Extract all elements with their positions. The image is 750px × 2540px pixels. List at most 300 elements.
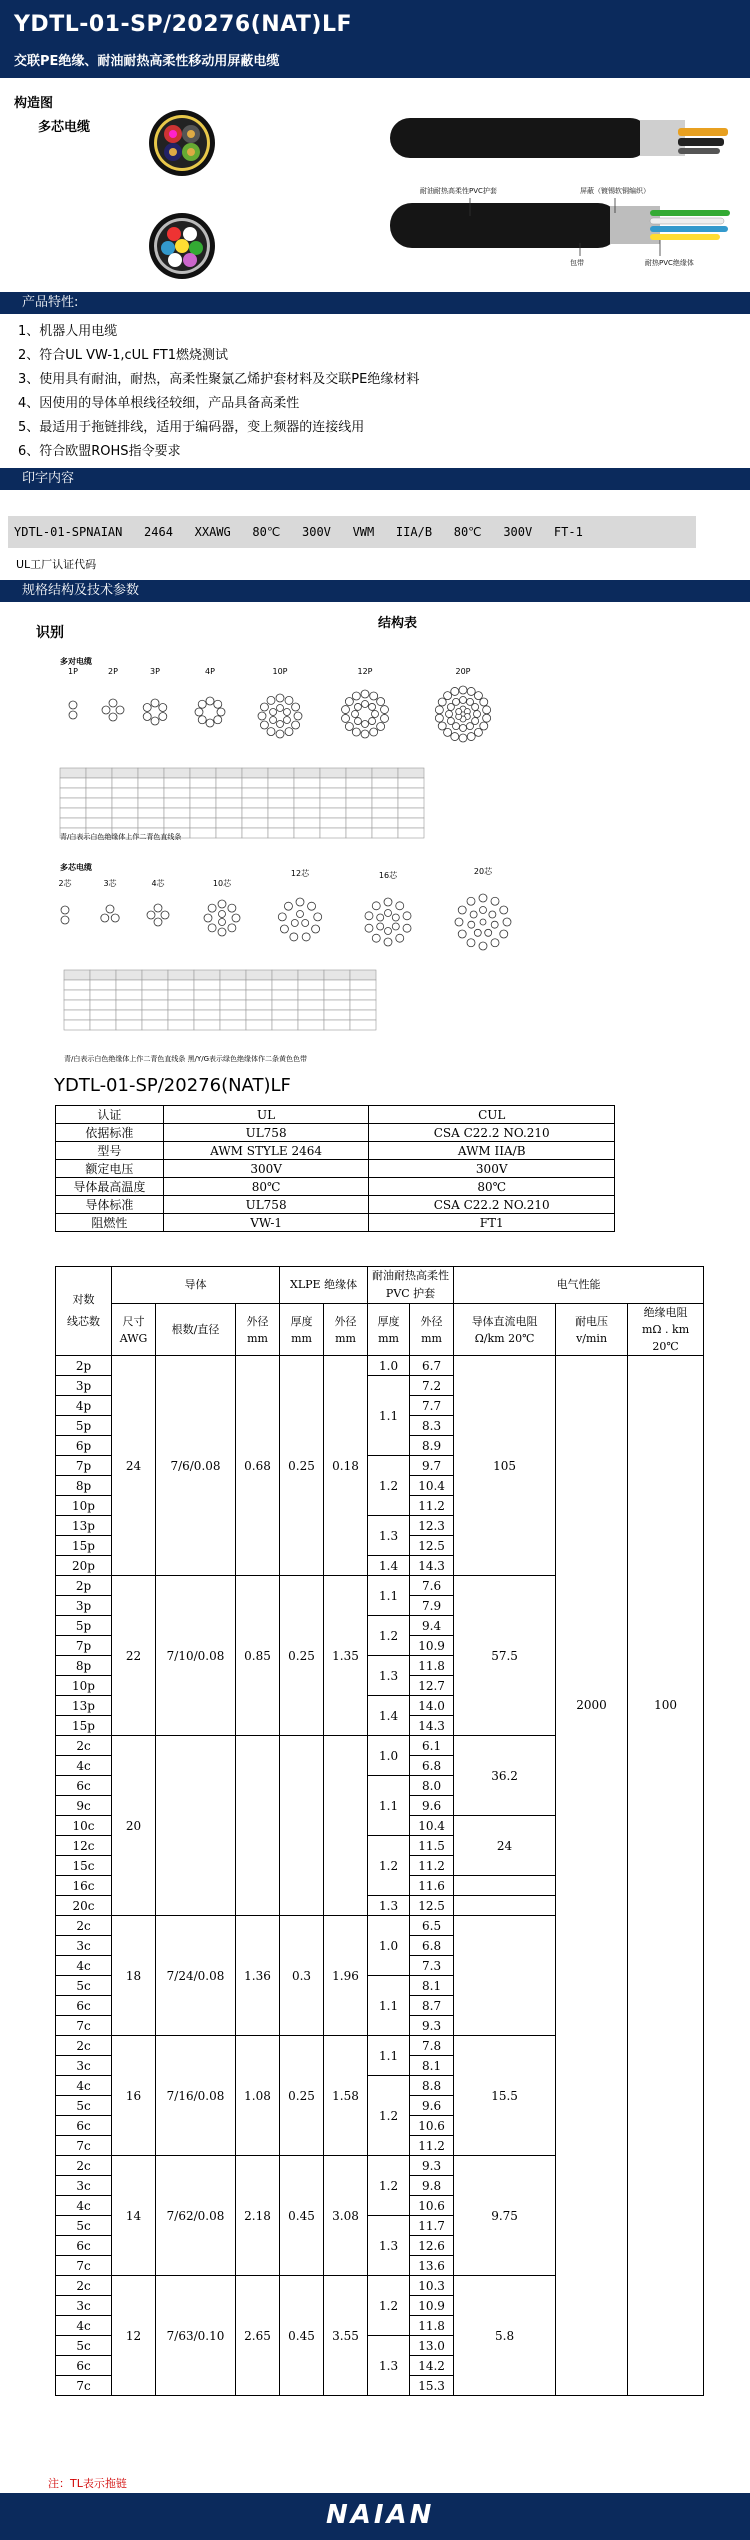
pair-wire bbox=[206, 697, 214, 705]
row-label: 5p bbox=[56, 1616, 112, 1636]
core-color-grid-cell bbox=[246, 1000, 272, 1010]
core-wire bbox=[208, 904, 216, 912]
pair-color-grid-cell bbox=[320, 798, 346, 808]
strand-cell bbox=[156, 1736, 236, 1916]
pair-wire bbox=[467, 687, 475, 695]
dcr-cell: 15.5 bbox=[454, 2036, 556, 2156]
pair-color-grid-cell bbox=[398, 778, 424, 788]
spec-cell: CUL bbox=[369, 1106, 615, 1124]
row-label: 7c bbox=[56, 2016, 112, 2036]
core-wire bbox=[101, 914, 109, 922]
pair-wire bbox=[370, 692, 378, 700]
hdr-ins-od: 外径 mm bbox=[324, 1304, 368, 1356]
jacket-od-cell: 12.5 bbox=[410, 1896, 454, 1916]
pair-color-grid-cell bbox=[112, 778, 138, 788]
core-color-grid-cell bbox=[220, 980, 246, 990]
core-wire bbox=[396, 934, 404, 942]
dcr-cell: 57.5 bbox=[454, 1576, 556, 1736]
ul-label: UL工厂认证代码 bbox=[16, 558, 97, 571]
row-label: 7p bbox=[56, 1636, 112, 1656]
row-label: 2p bbox=[56, 1356, 112, 1376]
awg-cell: 24 bbox=[112, 1356, 156, 1576]
pair-color-grid-cell bbox=[346, 768, 372, 778]
core-color-grid-cell bbox=[272, 980, 298, 990]
row-label: 4p bbox=[56, 1396, 112, 1416]
jacket-od-cell: 7.3 bbox=[410, 1956, 454, 1976]
core-color-grid-cell bbox=[90, 970, 116, 980]
core-wire bbox=[385, 910, 392, 917]
spec-row bbox=[56, 1124, 615, 1142]
spec-cell: AWM STYLE 2464 bbox=[163, 1142, 369, 1160]
model-heading: YDTL-01-SP/20276(NAT)LF bbox=[54, 1075, 291, 1096]
core-color-grid-cell bbox=[246, 990, 272, 1000]
core-wire bbox=[480, 907, 487, 914]
pair-color-grid-cell bbox=[86, 778, 112, 788]
pair-color-grid-cell bbox=[268, 798, 294, 808]
pair-wire bbox=[260, 721, 268, 729]
pair-wire bbox=[380, 706, 388, 714]
core-color-grid-cell bbox=[220, 1000, 246, 1010]
core-color-grid-cell bbox=[246, 970, 272, 980]
spec-row bbox=[56, 1178, 615, 1196]
row-label: 4c bbox=[56, 2076, 112, 2096]
core-color-grid-cell bbox=[116, 990, 142, 1000]
pair-wire bbox=[277, 705, 284, 712]
core-color-grid-cell bbox=[220, 990, 246, 1000]
ins-thick-cell: 0.25 bbox=[280, 1576, 324, 1736]
jacket-od-cell: 13.0 bbox=[410, 2336, 454, 2356]
core-group-label: 3芯 bbox=[103, 879, 117, 888]
pair-wire bbox=[459, 734, 467, 742]
awg-cell: 18 bbox=[112, 1916, 156, 2036]
row-label: 6c bbox=[56, 1776, 112, 1796]
spec-cell: FT1 bbox=[369, 1214, 615, 1232]
core-color-grid-cell bbox=[64, 990, 90, 1000]
row-label: 5c bbox=[56, 2096, 112, 2116]
ins-thick-cell: 0.45 bbox=[280, 2156, 324, 2276]
core-color-grid-cell bbox=[142, 980, 168, 990]
core-color-grid-cell bbox=[272, 990, 298, 1000]
core-wire bbox=[489, 911, 496, 918]
spec-cell: CSA C22.2 NO.210 bbox=[369, 1196, 615, 1214]
core-wire bbox=[458, 930, 466, 938]
pair-color-grid-cell bbox=[320, 788, 346, 798]
core-wire bbox=[106, 905, 114, 913]
pair-color-grid-cell bbox=[164, 768, 190, 778]
spec-row bbox=[56, 1106, 615, 1124]
pair-color-grid-cell bbox=[86, 808, 112, 818]
pair-color-grid-cell bbox=[86, 798, 112, 808]
pair-color-grid-cell bbox=[60, 768, 86, 778]
pair-color-grid-cell bbox=[164, 798, 190, 808]
pair-wire bbox=[292, 721, 300, 729]
pair-color-grid-cell bbox=[242, 828, 268, 838]
jacket-od-cell: 9.4 bbox=[410, 1616, 454, 1636]
row-label: 13p bbox=[56, 1696, 112, 1716]
pair-color-grid-cell bbox=[294, 808, 320, 818]
pair-color-grid-cell bbox=[112, 768, 138, 778]
ins-thick-cell: 0.45 bbox=[280, 2276, 324, 2396]
pair-wire bbox=[472, 704, 479, 711]
spec-cell: 依据标准 bbox=[56, 1124, 164, 1142]
core-wire bbox=[308, 902, 316, 910]
pair-group-label: 10P bbox=[272, 667, 288, 676]
core-color-grid-cell bbox=[220, 970, 246, 980]
pair-color-grid-cell bbox=[138, 768, 164, 778]
pair-color-grid-cell bbox=[346, 818, 372, 828]
feature-item: 3、使用具有耐油，耐热，高柔性聚氯乙烯护套材料及交联PE绝缘材料 bbox=[18, 372, 420, 387]
pair-wire bbox=[195, 708, 203, 716]
core-wire bbox=[280, 925, 288, 933]
jacket-od-cell: 12.7 bbox=[410, 1676, 454, 1696]
core-color-grid-cell bbox=[298, 1020, 324, 1030]
jacket-thick-cell: 1.2 bbox=[368, 1616, 410, 1656]
pair-group-label: 4P bbox=[205, 667, 215, 676]
hdr-strand: 根数/直径 bbox=[156, 1304, 236, 1356]
pair-wire bbox=[143, 713, 151, 721]
pair-color-grid-cell bbox=[86, 818, 112, 828]
core-color-grid-cell bbox=[324, 1000, 350, 1010]
jacket-od-cell: 11.2 bbox=[410, 1856, 454, 1876]
annot-tape: 包带 bbox=[570, 259, 584, 267]
pair-color-grid-cell bbox=[268, 788, 294, 798]
pair-wire bbox=[352, 711, 359, 718]
core-color-grid-cell bbox=[246, 980, 272, 990]
core-wire bbox=[365, 912, 373, 920]
jacket-od-cell: 9.8 bbox=[410, 2176, 454, 2196]
core-wire bbox=[161, 911, 169, 919]
jacket-thick-cell: 1.1 bbox=[368, 1576, 410, 1616]
row-label: 3c bbox=[56, 2176, 112, 2196]
ins-od-cell: 0.18 bbox=[324, 1356, 368, 1576]
core-wire bbox=[302, 933, 310, 941]
pair-wire bbox=[276, 730, 284, 738]
core-wire bbox=[61, 916, 69, 924]
core-color-grid-cell bbox=[90, 1010, 116, 1020]
pair-color-grid-cell bbox=[372, 768, 398, 778]
core-wire bbox=[291, 920, 298, 927]
row-label: 9c bbox=[56, 1796, 112, 1816]
footnote: 注：TL表示拖链 bbox=[48, 2477, 127, 2490]
hdr-dcr: 导体直流电阻 Ω/km 20℃ bbox=[454, 1304, 556, 1356]
pair-color-grid-cell bbox=[164, 778, 190, 788]
pair-color-grid-cell bbox=[164, 788, 190, 798]
cable-side-view-2 bbox=[390, 203, 730, 248]
spec-cell: UL758 bbox=[163, 1124, 369, 1142]
ins-thick-cell: 0.25 bbox=[280, 1356, 324, 1576]
core-color-grid-cell bbox=[90, 1020, 116, 1030]
jacket-thick-cell: 1.3 bbox=[368, 1516, 410, 1556]
spec-cell: 额定电压 bbox=[56, 1160, 164, 1178]
pair-color-grid-cell bbox=[138, 788, 164, 798]
pair-wire bbox=[362, 701, 369, 708]
core-wire bbox=[278, 913, 286, 921]
core-color-grid-cell bbox=[272, 1000, 298, 1010]
ins-thick-cell: 0.25 bbox=[280, 2036, 324, 2156]
core-wire bbox=[372, 934, 380, 942]
header-row bbox=[56, 1304, 704, 1356]
pair-color-grid-cell bbox=[216, 818, 242, 828]
core-wire bbox=[392, 923, 399, 930]
core-group-label: 16芯 bbox=[378, 871, 398, 880]
core-wire bbox=[500, 930, 508, 938]
dcr-cell: 36.2 bbox=[454, 1736, 556, 1816]
print-bar: 印字内容 bbox=[0, 468, 750, 490]
row-label: 2c bbox=[56, 2156, 112, 2176]
awg-cell: 16 bbox=[112, 2036, 156, 2156]
ins-od-cell: 3.08 bbox=[324, 2156, 368, 2276]
core-color-grid-cell bbox=[64, 1000, 90, 1010]
pair-color-grid-cell bbox=[138, 808, 164, 818]
jacket-thick-cell: 1.2 bbox=[368, 2156, 410, 2216]
pair-color-grid-cell bbox=[190, 828, 216, 838]
core-color-grid-cell bbox=[116, 1020, 142, 1030]
row-label: 10p bbox=[56, 1676, 112, 1696]
jacket-od-cell: 7.9 bbox=[410, 1596, 454, 1616]
jacket-od-cell: 7.2 bbox=[410, 1376, 454, 1396]
pair-wire bbox=[372, 711, 379, 718]
row-label: 4c bbox=[56, 1756, 112, 1776]
pair-wire bbox=[460, 697, 467, 704]
pair-wire bbox=[151, 717, 159, 725]
pair-color-grid-cell bbox=[112, 788, 138, 798]
dcr-cell: 5.8 bbox=[454, 2276, 556, 2396]
pair-color-grid-cell bbox=[320, 768, 346, 778]
pair-wire bbox=[283, 709, 290, 716]
row-label: 10p bbox=[56, 1496, 112, 1516]
core-color-grid-cell bbox=[142, 1000, 168, 1010]
row-label: 8p bbox=[56, 1476, 112, 1496]
pair-wire bbox=[159, 704, 167, 712]
jacket-od-cell: 14.0 bbox=[410, 1696, 454, 1716]
row-label: 8p bbox=[56, 1656, 112, 1676]
pair-color-grid-cell bbox=[372, 828, 398, 838]
pair-wire bbox=[438, 722, 446, 730]
pair-color-grid-cell bbox=[242, 768, 268, 778]
spec-row bbox=[56, 1196, 615, 1214]
pair-wire bbox=[283, 717, 290, 724]
row-label: 5c bbox=[56, 1976, 112, 1996]
pair-wire bbox=[352, 728, 360, 736]
core-wire bbox=[385, 928, 392, 935]
conductor-od-cell: 0.85 bbox=[236, 1576, 280, 1736]
pair-wire bbox=[483, 706, 491, 714]
spec-cell: 导体最高温度 bbox=[56, 1178, 164, 1196]
core-color-grid-cell bbox=[116, 980, 142, 990]
spec-cell: 阻燃性 bbox=[56, 1214, 164, 1232]
spec-cell: UL bbox=[163, 1106, 369, 1124]
page-header bbox=[0, 0, 750, 78]
pair-color-grid-cell bbox=[268, 828, 294, 838]
pair-color-grid-cell bbox=[216, 798, 242, 808]
ins-thick-cell bbox=[280, 1736, 324, 1916]
core-wire bbox=[474, 929, 481, 936]
jacket-od-cell: 11.8 bbox=[410, 2316, 454, 2336]
row-label: 4c bbox=[56, 2196, 112, 2216]
jacket-od-cell: 8.9 bbox=[410, 1436, 454, 1456]
pair-wire bbox=[292, 703, 300, 711]
pair-wire bbox=[380, 714, 388, 722]
pair-color-grid-cell bbox=[372, 818, 398, 828]
pair-wire bbox=[258, 712, 266, 720]
core-wire bbox=[480, 919, 486, 925]
core-color-grid-cell bbox=[350, 1020, 376, 1030]
strand-cell: 7/10/0.08 bbox=[156, 1576, 236, 1736]
core-note: 青/白表示白色绝缘体上作二青色直线条 黑/Y/G表示绿色绝缘体作二条黄色色带 bbox=[64, 1055, 307, 1063]
awg-cell: 14 bbox=[112, 2156, 156, 2276]
jacket-od-cell: 6.8 bbox=[410, 1936, 454, 1956]
spec-row bbox=[56, 1214, 615, 1232]
multicore-label: 多芯电缆 bbox=[38, 120, 91, 135]
hdr-jacket-od: 外径 mm bbox=[410, 1304, 454, 1356]
jacket-thick-cell: 1.3 bbox=[368, 2336, 410, 2396]
pair-color-grid-cell bbox=[294, 828, 320, 838]
pair-group-label: 1P bbox=[68, 667, 78, 676]
pair-wire bbox=[480, 698, 488, 706]
jacket-od-cell: 11.2 bbox=[410, 2136, 454, 2156]
row-label: 6c bbox=[56, 2236, 112, 2256]
spec-cell: CSA C22.2 NO.210 bbox=[369, 1124, 615, 1142]
core-color-grid-cell bbox=[272, 1010, 298, 1020]
pair-color-grid-cell bbox=[320, 808, 346, 818]
core-color-grid-cell bbox=[220, 1020, 246, 1030]
ident-label: 识别 bbox=[36, 625, 64, 641]
core-color-grid-cell bbox=[324, 1010, 350, 1020]
core-wire bbox=[208, 924, 216, 932]
pair-color-grid-cell bbox=[164, 818, 190, 828]
ins-od-cell: 3.55 bbox=[324, 2276, 368, 2396]
pair-wire bbox=[377, 722, 385, 730]
core-wire bbox=[479, 942, 487, 950]
core-color-grid-cell bbox=[116, 970, 142, 980]
pair-wire bbox=[109, 699, 117, 707]
pair-wire bbox=[447, 718, 454, 725]
core-color-grid-cell bbox=[64, 980, 90, 990]
core-wire bbox=[384, 938, 392, 946]
core-wire bbox=[365, 924, 373, 932]
pair-wire bbox=[159, 713, 167, 721]
pair-color-grid-cell bbox=[346, 778, 372, 788]
cross-section-4core bbox=[149, 110, 215, 176]
jacket-od-cell: 9.3 bbox=[410, 2156, 454, 2176]
strand-cell: 7/63/0.10 bbox=[156, 2276, 236, 2396]
identification-diagram bbox=[0, 650, 750, 1070]
jacket-od-cell: 9.7 bbox=[410, 1456, 454, 1476]
struct-table-title: 结构表 bbox=[378, 616, 418, 631]
pair-color-grid-cell bbox=[190, 798, 216, 808]
pair-wire bbox=[143, 704, 151, 712]
pair-wire bbox=[474, 711, 481, 718]
core-wire bbox=[218, 928, 226, 936]
pair-wire bbox=[354, 718, 361, 725]
row-label: 5c bbox=[56, 2336, 112, 2356]
core-color-grid-cell bbox=[194, 990, 220, 1000]
pair-color-grid-cell bbox=[60, 808, 86, 818]
spec-cell: 型号 bbox=[56, 1142, 164, 1160]
pair-wire bbox=[453, 698, 460, 705]
pair-color-grid-cell bbox=[294, 768, 320, 778]
pair-wire bbox=[444, 728, 452, 736]
row-label: 2c bbox=[56, 2276, 112, 2296]
insulation-resistance-cell: 100 bbox=[628, 1356, 704, 2396]
pair-color-grid-cell bbox=[398, 818, 424, 828]
pair-group-label: 20P bbox=[455, 667, 471, 676]
hdr-xlpe: XLPE 绝缘体 bbox=[280, 1267, 368, 1304]
ins-thick-cell: 0.3 bbox=[280, 1916, 324, 2036]
pair-wire bbox=[214, 700, 222, 708]
core-color-grid-cell bbox=[324, 980, 350, 990]
pair-color-grid-cell bbox=[346, 808, 372, 818]
row-label: 7p bbox=[56, 1456, 112, 1476]
core-color-grid-cell bbox=[64, 1020, 90, 1030]
pair-color-grid-cell bbox=[216, 778, 242, 788]
core-wire bbox=[372, 902, 380, 910]
pair-note: 青/白表示白色绝缘体上作二青色直线条 bbox=[60, 833, 182, 841]
pair-color-grid-cell bbox=[190, 778, 216, 788]
pair-wire bbox=[217, 708, 225, 716]
row-label: 15p bbox=[56, 1716, 112, 1736]
jacket-od-cell: 6.8 bbox=[410, 1756, 454, 1776]
jacket-thick-cell: 1.0 bbox=[368, 1356, 410, 1376]
pair-wire bbox=[467, 723, 474, 730]
spec-cell: AWM IIA/B bbox=[369, 1142, 615, 1160]
hdr-elec: 电气性能 bbox=[454, 1267, 704, 1304]
pair-wire bbox=[438, 698, 446, 706]
spec-cell: 导体标准 bbox=[56, 1196, 164, 1214]
cross-section-multipair bbox=[149, 213, 215, 279]
row-label: 6c bbox=[56, 2356, 112, 2376]
jacket-od-cell: 6.7 bbox=[410, 1356, 454, 1376]
pair-color-grid-cell bbox=[398, 808, 424, 818]
jacket-od-cell: 6.5 bbox=[410, 1916, 454, 1936]
pair-color-grid-cell bbox=[372, 808, 398, 818]
core-color-grid-cell bbox=[246, 1020, 272, 1030]
hdr-size: 尺寸 AWG bbox=[112, 1304, 156, 1356]
jacket-od-cell: 10.4 bbox=[410, 1816, 454, 1836]
pair-color-grid-cell bbox=[268, 778, 294, 788]
ins-od-cell: 1.96 bbox=[324, 1916, 368, 2036]
pair-color-grid-cell bbox=[268, 768, 294, 778]
conductor-od-cell: 1.08 bbox=[236, 2036, 280, 2156]
pair-group-label: 3P bbox=[150, 667, 160, 676]
core-color-grid-cell bbox=[350, 970, 376, 980]
core-wire bbox=[154, 918, 162, 926]
jacket-thick-cell: 1.3 bbox=[368, 1656, 410, 1696]
pair-color-grid-cell bbox=[112, 808, 138, 818]
core-wire bbox=[219, 919, 226, 926]
jacket-thick-cell: 1.1 bbox=[368, 1776, 410, 1836]
pair-wire bbox=[151, 699, 159, 707]
core-color-grid-cell bbox=[168, 990, 194, 1000]
row-label: 13p bbox=[56, 1516, 112, 1536]
pair-wire bbox=[260, 703, 268, 711]
jacket-od-cell: 8.1 bbox=[410, 1976, 454, 1996]
core-wire bbox=[455, 918, 463, 926]
jacket-od-cell: 8.3 bbox=[410, 1416, 454, 1436]
core-group-label: 12芯 bbox=[290, 869, 310, 878]
core-cable-label: 多芯电缆 bbox=[60, 863, 92, 872]
pair-color-grid-cell bbox=[60, 778, 86, 788]
jacket-od-cell: 10.3 bbox=[410, 2276, 454, 2296]
core-color-grid-cell bbox=[168, 1000, 194, 1010]
core-color-grid-cell bbox=[194, 1010, 220, 1020]
product-subtitle: 交联PE绝缘、耐油耐热高柔性移动用屏蔽电缆 bbox=[14, 54, 280, 69]
core-wire bbox=[290, 933, 298, 941]
core-color-grid-cell bbox=[90, 980, 116, 990]
core-color-grid-cell bbox=[324, 990, 350, 1000]
annot-insulation: 耐热PVC绝缘体 bbox=[645, 259, 694, 267]
core-color-grid-cell bbox=[142, 1020, 168, 1030]
